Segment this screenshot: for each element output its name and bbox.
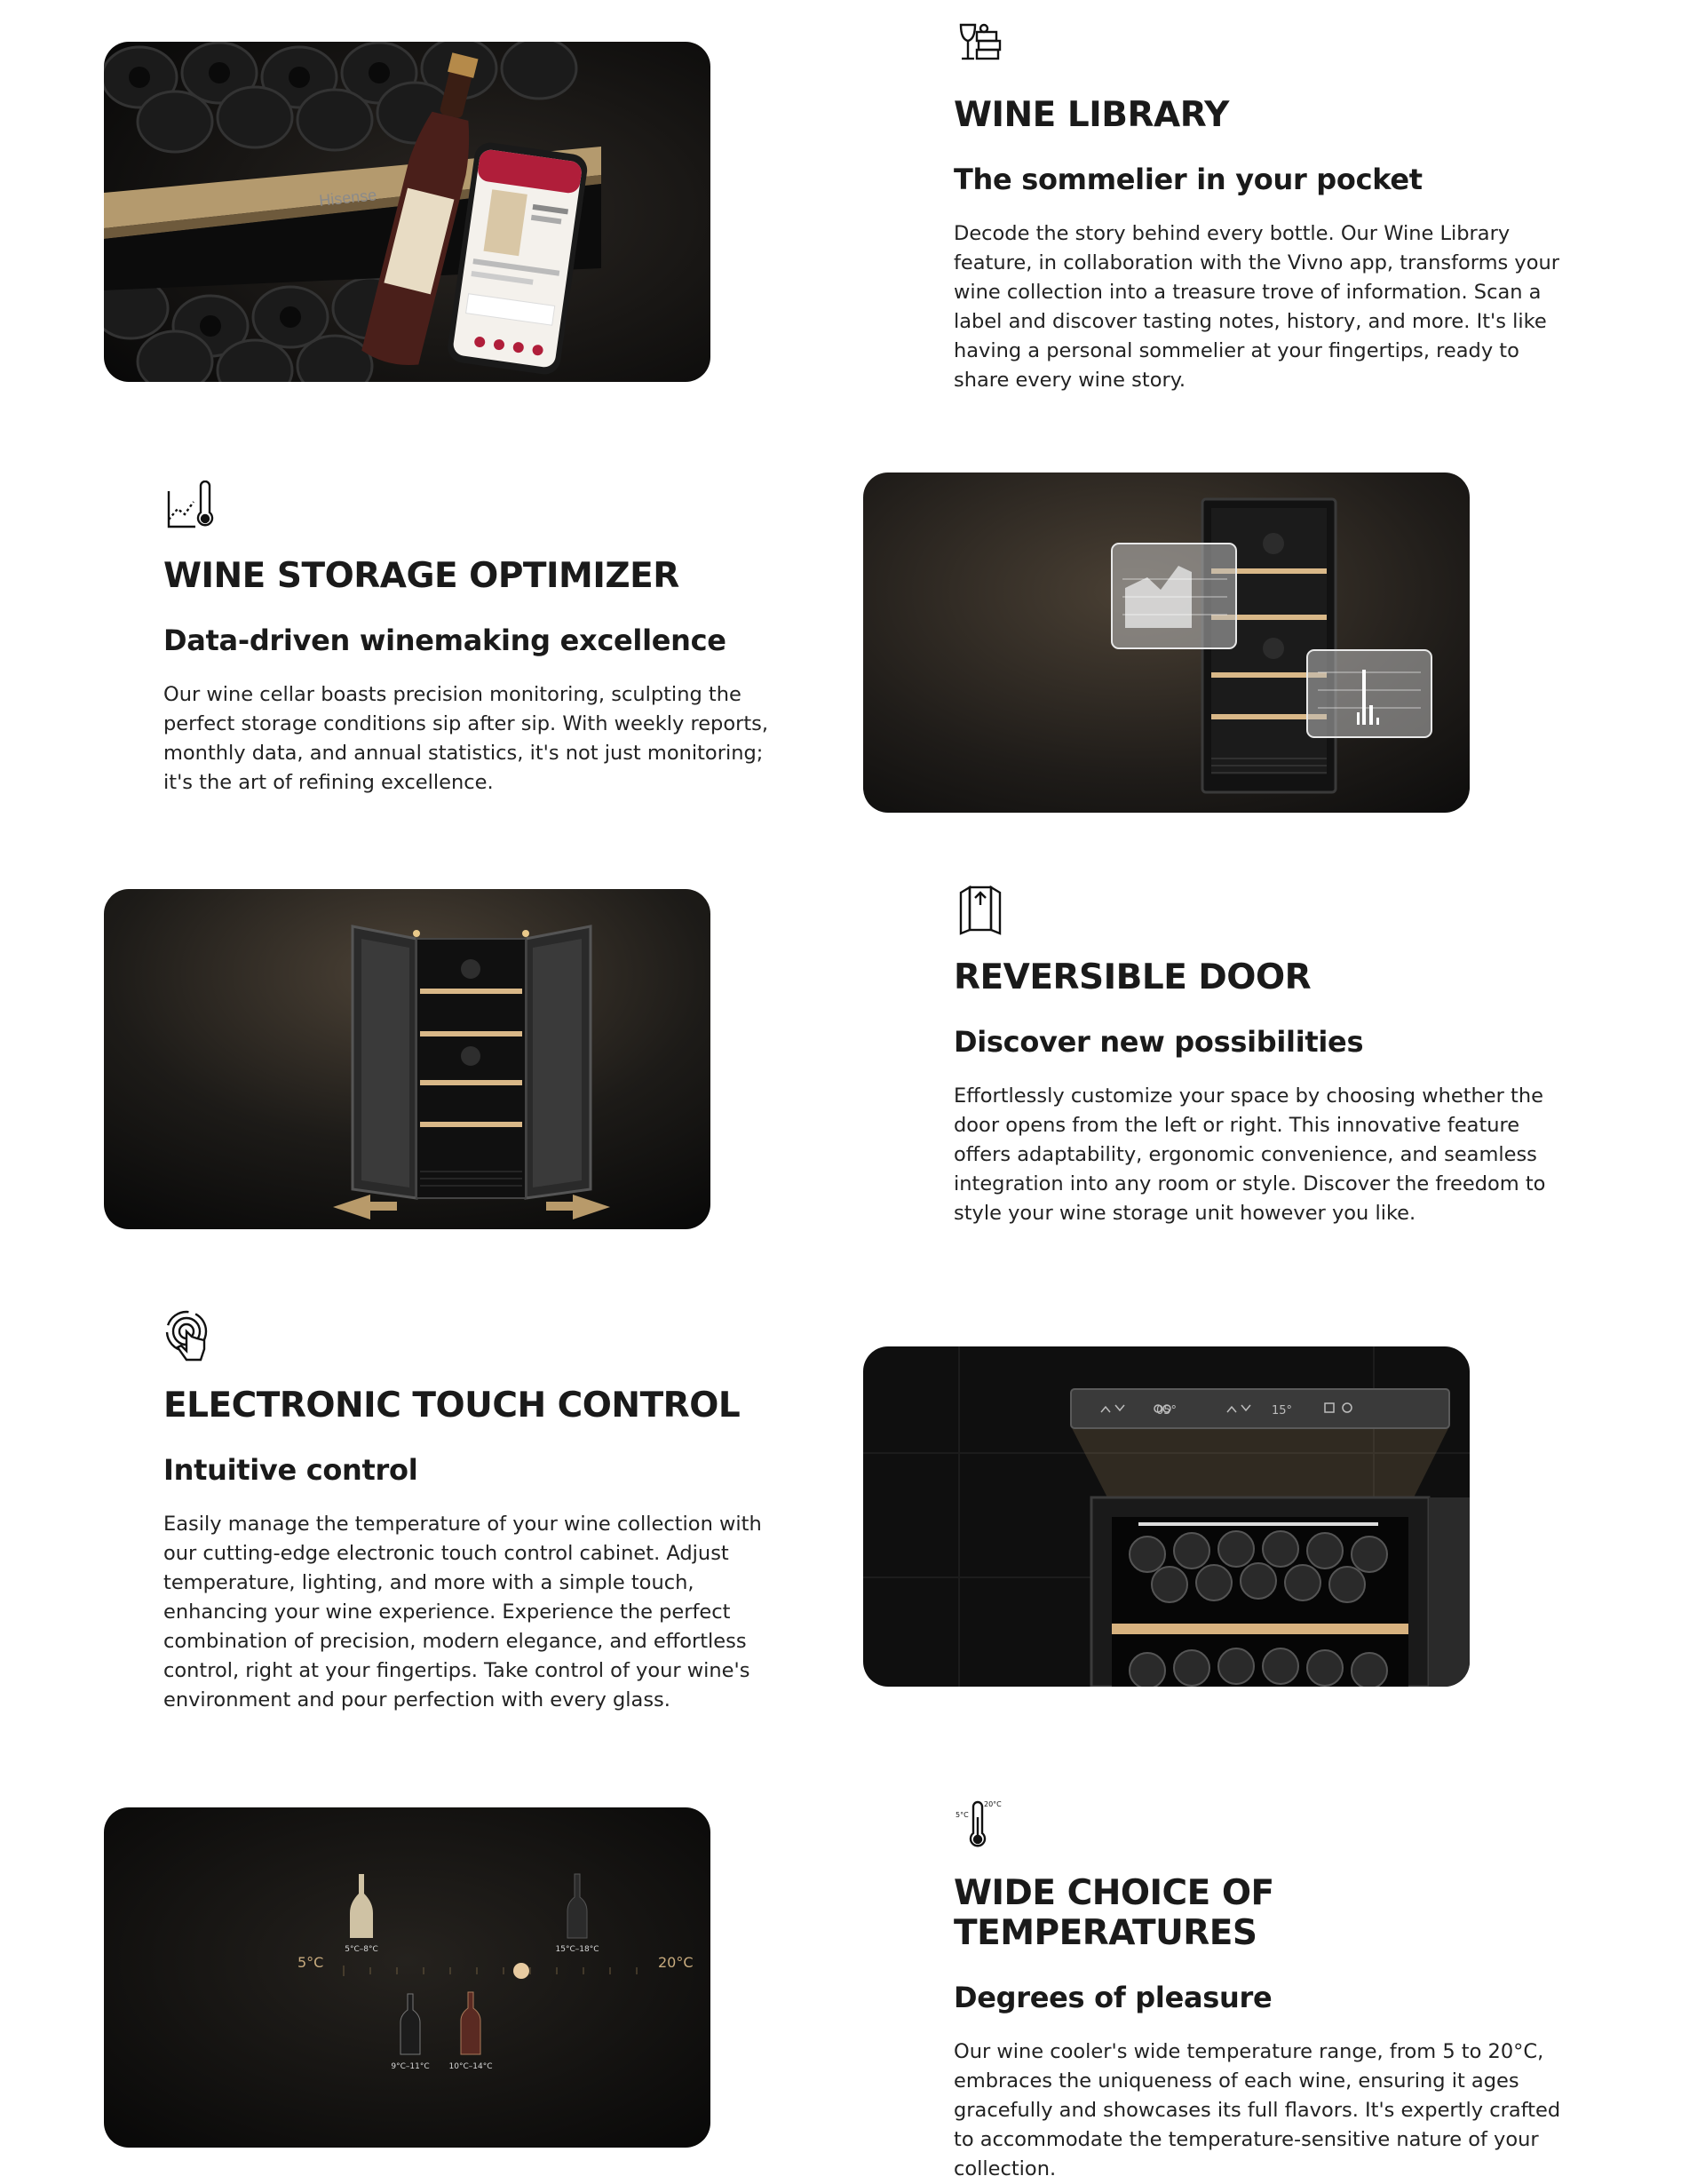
bottle-label-2: 15°C–18°C [555,1945,599,1954]
wine-storage-optimizer-image [863,473,1470,813]
reversible-door-icon [954,882,1007,935]
temperature-range-image [104,1807,710,2148]
feature-subtitle: Data-driven winemaking excellence [163,623,726,657]
feature-description: Our wine cooler's wide temperature range, from 5 to 20°C, embraces the uniqueness of each wine, ensuring it ages gracefully and showcases its full flavors. It's expertly crafted to accommodate the temperature-sensitive nature of your collection. [954,2040,1561,2181]
chart-thermometer-icon [163,480,217,534]
feature-title: REVERSIBLE DOOR [954,957,1312,997]
feature-description: Easily manage the temperature of your wine collection with our cutting-edge electronic touch control cabinet. Adjust temperature, lighting, and more with a simple touch, enhancing your wine experience. Experience the perfect combination of precision, modern elegance, and effortless control, right at your fingertips. Take control of your wine's environment and pour perfection with every glass. [163,1513,762,1712]
icon-max-temp: 20°C [984,1800,1002,1808]
bottle-label-4: 10°C–14°C [448,2062,493,2071]
feature-description: Decode the story behind every bottle. Our Wine Library feature, in collaboration with the Vivno app, transforms your wine collection into a treasure trove of information. Scan a label and discover tasting notes, history, and more. It's like having a personal sommelier at your fingertips, ready to share every wine story. [954,222,1559,393]
panel-right-temp: 15° [1272,1404,1293,1418]
hisense-logo: Hisense [318,186,378,210]
feature-subtitle: Discover new possibilities [954,1024,1364,1059]
feature-description: Our wine cellar boasts precision monitoring, sculpting the perfect storage conditions sip after sip. With weekly reports, monthly data, and annual statistics, it's not just monitoring; it's the art of refining excellence. [163,683,769,795]
feature-subtitle: Intuitive control [163,1452,418,1487]
feature-subtitle: The sommelier in your pocket [954,162,1423,196]
bottle-label-1: 5°C–8°C [345,1945,378,1954]
scale-min-label: 5°C [297,1954,324,1971]
scale-max-label: 20°C [658,1954,694,1971]
feature-wine-storage-optimizer [163,480,785,798]
feature-title: WINE STORAGE OPTIMIZER [163,556,679,596]
feature-title: WIDE CHOICE OF TEMPERATURES [954,1873,1274,1953]
panel-left-temp: 05° [1156,1404,1178,1418]
feature-electronic-touch-control [163,1310,785,1715]
bottle-label-3: 9°C–11°C [391,2062,430,2071]
feature-title: ELECTRONIC TOUCH CONTROL [163,1386,741,1426]
icon-min-temp: 5°C [956,1811,969,1819]
wine-library-image [104,42,710,382]
reversible-door-image [104,889,710,1229]
temperature-range-icon [954,1798,1007,1851]
feature-wine-library [954,20,1575,395]
wine-books-icon [954,20,1007,73]
touch-control-icon [163,1310,217,1363]
feature-subtitle: Degrees of pleasure [954,1980,1273,2014]
feature-description: Effortlessly customize your space by choosing whether the door opens from the left or right. This innovative feature offers adaptability, ergonomic convenience, and seamless integration into any room or style. Discover the freedom to style your wine storage unit however you like. [954,1084,1546,1226]
feature-reversible-door [954,882,1575,1228]
feature-title: WINE LIBRARY [954,95,1229,135]
feature-wide-choice-of-temperatures [954,1798,1575,2184]
electronic-touch-control-image [863,1346,1470,1687]
